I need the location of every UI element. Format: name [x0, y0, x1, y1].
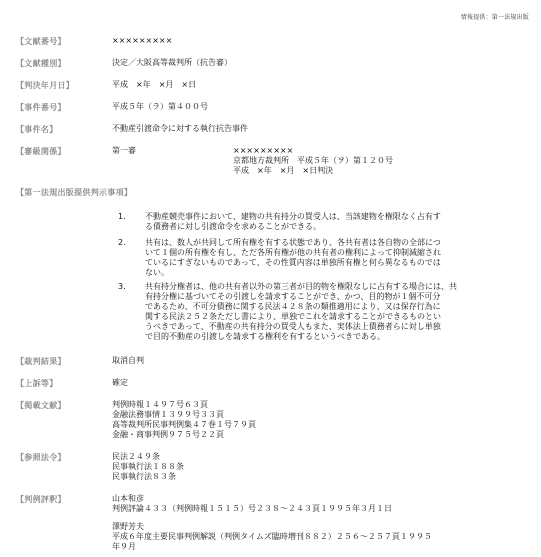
first-instance-line: ×××××××××: [233, 146, 294, 155]
reviews-label: 【判例評釈】: [16, 495, 66, 504]
review-line: 山本和彦: [112, 494, 144, 503]
point-line: いて１個の所有権を有し、ただ各所有権が他の共有者の権利によって抑制減縮され: [145, 248, 441, 257]
appeal-value: 確定: [112, 378, 128, 387]
statutes-list: [112, 452, 184, 482]
point-line: る債務者に対し引渡命令を求めることができる。: [145, 222, 321, 231]
point-line: 関する民法２５２条ただし書により、単独でこれを請求することができるものとい: [145, 312, 441, 321]
result-label: 【裁判結果】: [16, 357, 66, 366]
statute-item: 民事執行法８３条: [112, 472, 176, 481]
point-line: 共有持分権者は、他の共有者以外の第三者が目的物を権限なしに占有する場合には、共: [145, 282, 457, 291]
point-number: 3.: [118, 282, 126, 291]
appeal-label: 【上訴等】: [16, 379, 58, 388]
point-text: [145, 238, 521, 278]
statutes-label: 【参照法令】: [16, 453, 66, 462]
point-line: であるため、不可分債務に関する民法４２８条の類推適用により、又は保存行為に: [145, 302, 441, 311]
point-line: うべきであって、不動産の共有持分の買受人もまた、実体法上債務者らに対し単独: [145, 322, 441, 331]
reviews-list: [112, 494, 432, 552]
point-line: 有持分権に基づいてその引渡しを請求することができ、かつ、目的物が１個不可分: [145, 292, 441, 301]
point-line: ない。: [145, 268, 169, 277]
case-number-value: 平成５年（ラ）第４００号: [112, 102, 208, 111]
publications-list: [112, 400, 256, 440]
review-line: 澤野芳夫: [112, 522, 144, 531]
publication-item: 高等裁判所民事判例集４７巻１号７９頁: [112, 420, 256, 429]
info-provider-note: 情報提供：第一法規出版: [460, 14, 529, 21]
case-name-value: 不動産引渡命令に対する執行抗告事件: [112, 124, 248, 133]
first-instance-level: 第一審: [112, 146, 136, 155]
publication-item: 判例時報１４９７号６３頁: [112, 400, 208, 409]
statute-item: 民法２４９条: [112, 452, 160, 461]
case-name-label: 【事件名】: [16, 125, 58, 134]
review-spacer: [112, 514, 432, 522]
doc-type-label: 【文献種別】: [16, 59, 66, 68]
case-number-label: 【事件番号】: [16, 103, 66, 112]
review-line: 年９月: [112, 542, 136, 551]
first-instance-label: 【審級関係】: [16, 147, 66, 156]
statute-item: 民事執行法１８８条: [112, 462, 184, 471]
first-instance-details: [233, 146, 393, 176]
first-instance-line: 京都地方裁判所 平成５年（ヲ）第１２０号: [233, 156, 393, 165]
review-line: 平成６年度主要民事判例解説（判例タイムズ臨時増刊８８２）２５６〜２５７頁１９９５: [112, 532, 432, 541]
point-line: 共有は、数人が共同して所有権を有する状態であり、各共有者は各自物の全部につ: [145, 238, 441, 247]
publications-label: 【掲載文献】: [16, 401, 66, 410]
point-text: [145, 282, 521, 342]
points-label: 【第一法規出版提供判示事項】: [16, 188, 133, 197]
publication-item: 金融・商事判例９７５号２２頁: [112, 430, 224, 439]
point-line: ているにすぎないものであって、その性質内容は単独所有権と何ら異なるものでは: [145, 258, 441, 267]
point-number: 1.: [118, 212, 126, 221]
first-instance-line: 平成 ×年 ×月 ×日判決: [233, 166, 334, 175]
date-value: 平成 ×年 ×月 ×日: [112, 80, 197, 89]
point-text: [145, 212, 521, 232]
date-label: 【判決年月日】: [16, 81, 75, 90]
publication-item: 金融法務事情１３９９号３３頁: [112, 410, 224, 419]
review-line: 判例評論４３３（判例時報１５１５）号２３８〜２４３頁１９９５年３月１日: [112, 504, 392, 513]
doc-type-value: 決定／大阪高等裁判所（抗告審）: [112, 58, 232, 67]
point-line: で目的不動産の引渡しを請求する権利を有するというべきである。: [145, 332, 385, 341]
doc-number-value: ×××××××××: [112, 36, 173, 45]
doc-number-label: 【文献番号】: [16, 37, 66, 46]
point-line: 不動産競売事件において、建物の共有持分の買受人は、当該建物を権限なく占有す: [145, 212, 441, 221]
result-value: 取消自判: [112, 356, 144, 365]
point-number: 2.: [118, 238, 126, 247]
